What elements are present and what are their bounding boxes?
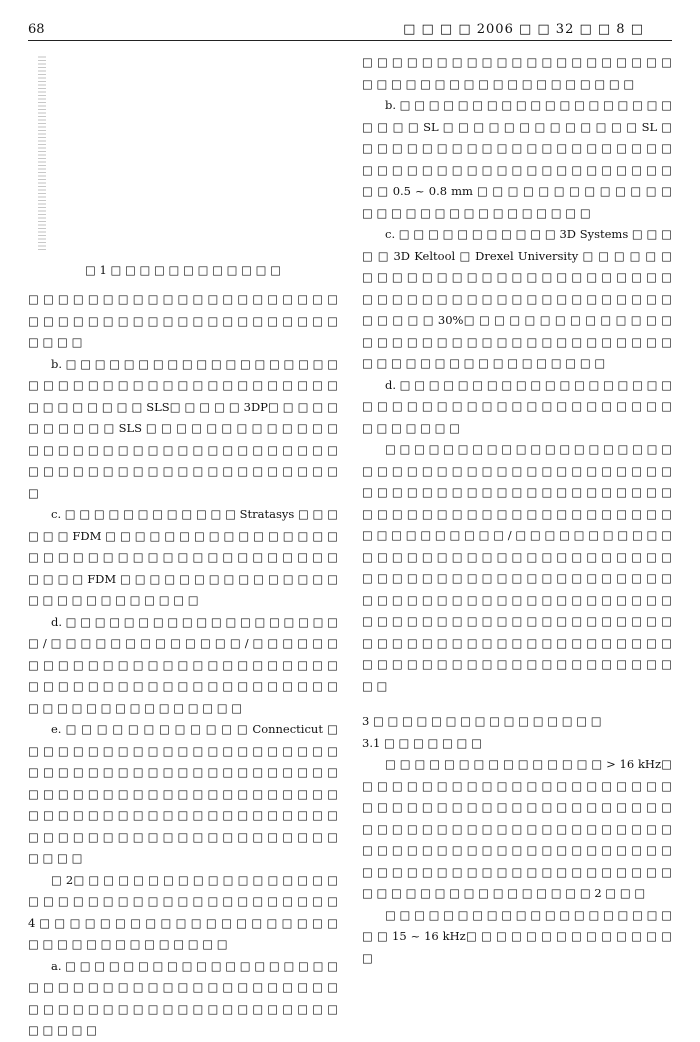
figure-caption: □ 1 □ □ □ □ □ □ □ □ □ □ □ □	[84, 263, 282, 277]
right-paragraphs	[362, 52, 676, 697]
journal-info: □ □ □ □ 2006 □ □ 32 □ □ 8 □	[403, 22, 644, 37]
paragraph: d. □ □ □ □ □ □ □ □ □ □ □ □ □ □ □ □ □ □ □ □ / □ □ □ □ □ □ □ □ □ □ □ □ □ / □ □ □ □ □ □ □ □ □ □ □ □ □ □ □ □ □ □ □ □ □ □ □ □ □ □ □ □ □ □ □ □ □ □ □ □ □ □ □ □ □ □ □ □ □ □ □ □ □ □ □ □ □ □ □ □ □ □ □ □ □ □ □	[28, 614, 342, 715]
paragraph: □ □ □ □ □ □ □ □ □ □ □ □ □ □ □ □ □ □ □ □ □ □ 15 ~ 16 kHz□ □ □ □ □ □ □ □ □ □ □ □ □ □ □	[362, 907, 676, 965]
paragraph: □ □ □ □ □ □ □ □ □ □ □ □ □ □ □ □ □ □ □ □ □ □ □ □ □ □ □ □ □ □ □ □ □ □ □ □ □ □ □ □ □ □ □ □ □ □ □ □ □ □ □ □ □ □ □ □ □ □ □ □ □ □ □ □ □ □ □ □ □ □ □ □ □ □ □ □ □ □ □ □ □ □ □ □ □ □ □ □ □ □ □ □ □ / □ □ □ □ □ □ □ □ □ □ □ □ □ □ □ □ □ □ □ □ □ □ □ □ □ □ □ □ □ □ □ □ □ □ □ □ □ □ □ □ □ □ □ □ □ □ □ □ □ □ □ □ □ □ □ □ □ □ □ □ □ □ □ □ □ □ □ □ □ □ □ □ □ □ □ □ □ □ □ □ □ □ □ □ □ □ □ □ □ □ □ □ □ □ □ □ □ □ □ □ □ □ □ □ □ □ □ □ □ □ □ □ □ □ □ □ □ □ □ □ □ □ □ □ □ □ □ □ □ □ □ □ □ □ □ □ □ □ □	[362, 442, 676, 693]
paragraph: d. □ □ □ □ □ □ □ □ □ □ □ □ □ □ □ □ □ □ □ □ □ □ □ □ □ □ □ □ □ □ □ □ □ □ □ □ □ □ □ □ □ □ □ □ □ □ □	[362, 377, 676, 435]
paragraph: c. □ □ □ □ □ □ □ □ □ □ □ 3D Systems □ □ □ □ □ 3D Keltool □ Drexel University □ □ □ □ □ □ □ □ □ □ □ □ □ □ □ □ □ □ □ □ □ □ □ □ □ □ □ □ □ □ □ □ □ □ □ □ □ □ □ □ □ □ □ □ □ □ □ □ □ □ □ □ □ 30%□ □ □ □ □ □ □ □ □ □ □ □ □ □ □ □ □ □ □ □ □ □ □ □ □ □ □ □ □ □ □ □ □ □ □ □ □ □ □ □ □ □ □ □ □ □ □ □ □ □ □ □	[362, 227, 676, 370]
page-number: 68	[28, 22, 45, 37]
paragraph: □ □ □ □ □ □ □ □ □ □ □ □ □ □ □ > 16 kHz□ □ □ □ □ □ □ □ □ □ □ □ □ □ □ □ □ □ □ □ □ □ □ □ □ □ □ □ □ □ □ □ □ □ □ □ □ □ □ □ □ □ □ □ □ □ □ □ □ □ □ □ □ □ □ □ □ □ □ □ □ □ □ □ □ □ □ □ □ □ □ □ □ □ □ □ □ □ □ □ □ □ □ □ □ □ □ □ □ □ □ □ □ □ □ □ □ □ □ □ □ □ □ □ □ □ □ □ □ □ □ □ □ □ □ □ □ □ □ □ □ □ 2 □ □ □	[362, 757, 676, 900]
left-paragraphs	[28, 289, 342, 1042]
section-paragraphs	[362, 754, 676, 969]
paragraph: b. □ □ □ □ □ □ □ □ □ □ □ □ □ □ □ □ □ □ □ □ □ □ □ SL □ □ □ □ □ □ □ □ □ □ □ □ □ SL □ □ □ □ □ □ □ □ □ □ □ □ □ □ □ □ □ □ □ □ □ □ □ □ □ □ □ □ □ □ □ □ □ □ □ □ □ □ □ □ □ □ □ □ □ 0.5 ~ 0.8 mm □ □ □ □ □ □ □ □ □ □ □ □ □ □ □ □ □ □ □ □ □ □ □ □ □ □ □ □ □	[362, 98, 676, 220]
paragraph: e. □ □ □ □ □ □ □ □ □ □ □ □ Connecticut □ □ □ □ □ □ □ □ □ □ □ □ □ □ □ □ □ □ □ □ □ □ □ □ □ □ □ □ □ □ □ □ □ □ □ □ □ □ □ □ □ □ □ □ □ □ □ □ □ □ □ □ □ □ □ □ □ □ □ □ □ □ □ □ □ □ □ □ □ □ □ □ □ □ □ □ □ □ □ □ □ □ □ □ □ □ □ □ □ □ □ □ □ □ □ □ □ □ □ □ □ □ □ □ □ □ □ □ □ □	[28, 722, 342, 865]
page-header	[28, 14, 672, 41]
figure-1	[28, 52, 338, 257]
figure-image	[38, 56, 46, 252]
paragraph: b. □ □ □ □ □ □ □ □ □ □ □ □ □ □ □ □ □ □ □ □ □ □ □ □ □ □ □ □ □ □ □ □ □ □ □ □ □ □ □ □ □ □ □ □ □ □ □ □ SLS□ □ □ □ □ 3DP□ □ □ □ □ □ □ □ □ □ □ SLS □ □ □ □ □ □ □ □ □ □ □ □ □ □ □ □ □ □ □ □ □ □ □ □ □ □ □ □ □ □ □ □ □ □ □ □ □ □ □ □ □ □ □ □ □ □ □ □ □ □ □ □ □ □ □ □	[28, 356, 342, 500]
paragraph: □ 2□ □ □ □ □ □ □ □ □ □ □ □ □ □ □ □ □ □ □ □ □ □ □ □ □ □ □ □ □ □ □ □ □ □ □ □ □ □ □ 4 □ □ □ □ □ □ □ □ □ □ □ □ □ □ □ □ □ □ □ □ □ □ □ □ □ □ □ □ □ □ □ □ □ □	[28, 872, 342, 951]
paragraph: □ □ □ □ □ □ □ □ □ □ □ □ □ □ □ □ □ □ □ □ □ □ □ □ □ □ □ □ □ □ □ □ □ □ □ □ □ □ □ □	[362, 55, 676, 91]
paragraph: a. □ □ □ □ □ □ □ □ □ □ □ □ □ □ □ □ □ □ □ □ □ □ □ □ □ □ □ □ □ □ □ □ □ □ □ □ □ □ □ □ □ □ □ □ □ □ □ □ □ □ □ □ □ □ □ □ □ □ □ □ □ □ □ □ □ □	[28, 958, 342, 1037]
paragraph: □ □ □ □ □ □ □ □ □ □ □ □ □ □ □ □ □ □ □ □ □ □ □ □ □ □ □ □ □ □ □ □ □ □ □ □ □ □ □ □ □ □ □ □ □ □	[28, 292, 342, 349]
subsection-heading: 3.1 □ □ □ □ □ □ □	[362, 735, 482, 750]
right-column	[362, 52, 676, 969]
left-column	[28, 52, 342, 1042]
paragraph: c. □ □ □ □ □ □ □ □ □ □ □ □ Stratasys □ □ □ □ □ □ FDM □ □ □ □ □ □ □ □ □ □ □ □ □ □ □ □ □ □ □ □ □ □ □ □ □ □ □ □ □ □ □ □ □ □ □ □ □ □ □ □ □ FDM □ □ □ □ □ □ □ □ □ □ □ □ □ □ □ □ □ □ □ □ □ □ □ □ □ □ □	[28, 507, 342, 607]
section-heading: 3 □ □ □ □ □ □ □ □ □ □ □ □ □ □ □ □	[362, 714, 602, 728]
